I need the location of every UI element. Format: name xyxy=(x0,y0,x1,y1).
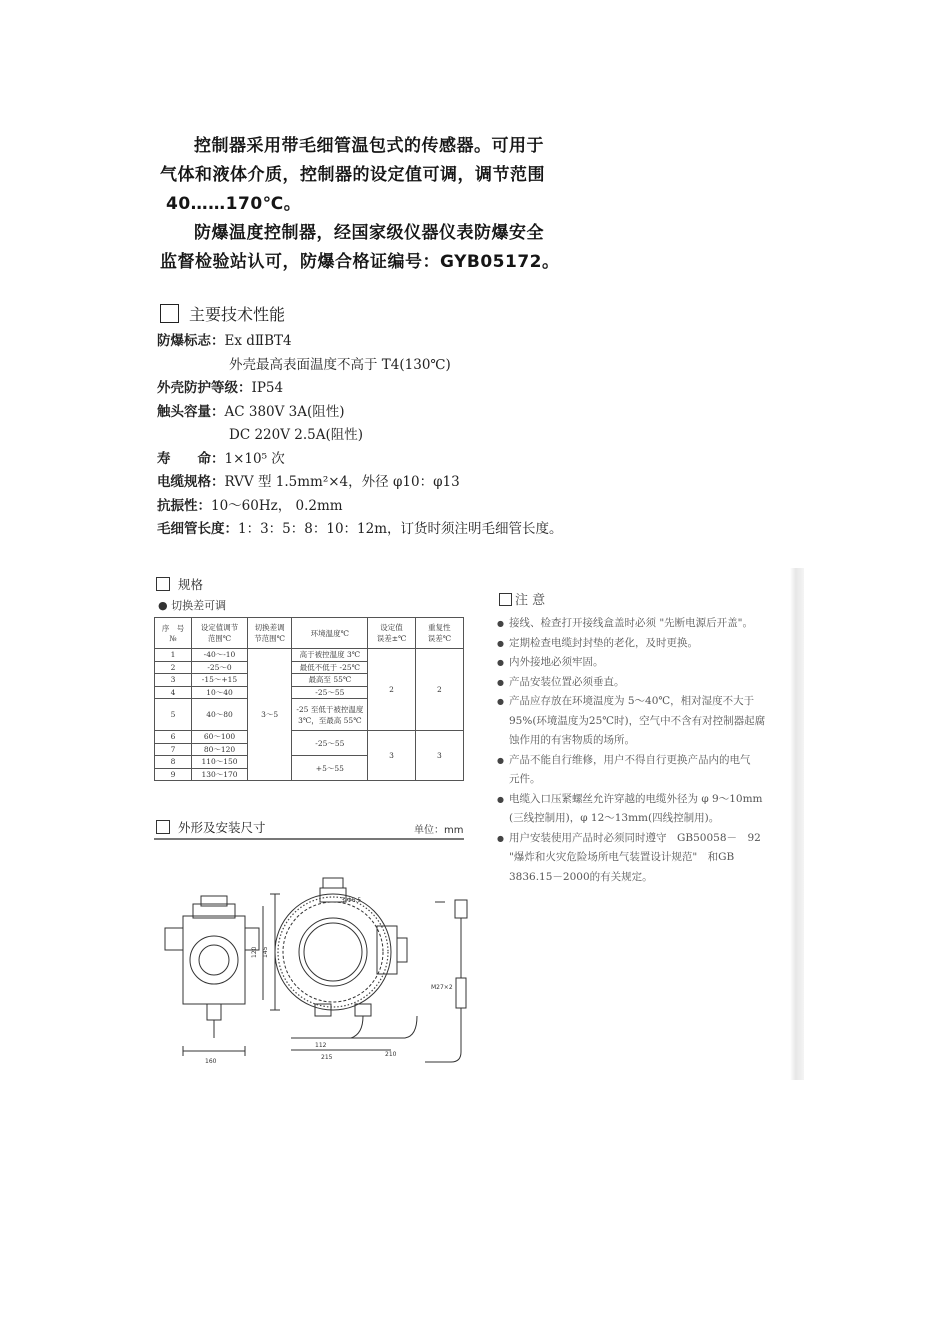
spec-row xyxy=(157,424,577,448)
table-header-row xyxy=(155,618,464,649)
dim-label: M27×2 xyxy=(431,984,453,991)
intro-line: 监督检验站认可，防爆合格证编号：GYB05172。 xyxy=(160,252,560,272)
spec-value: AC 380V 3A(阻性) xyxy=(224,403,345,420)
spec-value: IP54 xyxy=(251,380,284,396)
table-row: 4 10～40 -25～55 xyxy=(155,686,464,699)
table-row: 1 -40～-10 3～5 高于被控温度 3℃ 2 2 xyxy=(155,649,464,662)
dimension-drawing xyxy=(155,866,495,1072)
table-row: 6 60～100 -25～55 3 3 xyxy=(155,731,464,744)
divider xyxy=(154,838,464,840)
notes-list xyxy=(497,614,797,887)
performance-list xyxy=(157,330,577,542)
dim-label: 160 xyxy=(205,1058,217,1065)
table-header: 切换差调 节范围℃ xyxy=(247,618,292,649)
note-item: ● 产品应存放在环境温度为 5～40℃，相对湿度不大于 95%(环境温度为25℃时)，空气中不含有对控制器起腐 蚀作用的有害物质的场所。 xyxy=(497,692,797,751)
table-header: 设定值 误差±℃ xyxy=(368,618,415,649)
checkbox-icon xyxy=(160,304,179,323)
table-header: 环境温度℃ xyxy=(292,618,368,649)
intro-line: 40……170℃。 xyxy=(166,194,302,214)
table-row: 7 80～120 xyxy=(155,743,464,756)
intro-block xyxy=(160,132,580,277)
specs-subtitle: ● 切换差可调 xyxy=(158,599,227,612)
spec-value: RVV 型 1.5mm²×4，外径 φ10：φ13 xyxy=(224,474,460,490)
diff-cell: 3～5 xyxy=(247,649,292,781)
checkbox-icon xyxy=(156,577,170,591)
notes-title: 注 意 xyxy=(515,593,546,608)
dim-label: 145 xyxy=(262,946,269,958)
spec-row xyxy=(157,354,577,378)
dim-label: 210 xyxy=(385,1051,397,1058)
table-header: 重复性 误差℃ xyxy=(415,618,463,649)
note-item: ● 用户安装使用产品时必须同时遵守 GB50058－ 92 "爆炸和火灾危险场所电气装置设计规范" 和GB 3836.15－2000的有关规定。 xyxy=(497,829,797,888)
dim-label: 120 xyxy=(251,946,258,958)
spec-row xyxy=(157,330,577,354)
spec-key: 外壳防护等级： xyxy=(157,380,252,396)
note-item: ● 内外接地必须牢固。 xyxy=(497,653,797,673)
spec-value: Ex dⅡBT4 xyxy=(224,333,292,349)
performance-heading xyxy=(160,302,285,325)
table-header: 设定值调节 范围℃ xyxy=(192,618,248,649)
table-row: 5 40～80 -25 至低于被控温度 3℃，至最高 55℃ xyxy=(155,699,464,731)
spec-key: 抗振性： xyxy=(157,497,211,514)
spec-key: 防爆标志： xyxy=(157,333,225,349)
intro-line: 气体和液体介质，控制器的设定值可调，调节范围 xyxy=(160,165,545,185)
spec-row xyxy=(157,518,577,542)
spec-row xyxy=(157,377,577,401)
spec-row xyxy=(157,471,577,495)
spec-key: 电缆规格： xyxy=(157,474,225,490)
spec-value: 外壳最高表面温度不高于 T4(130℃) xyxy=(229,356,451,373)
note-item: ● 产品不能自行维修，用户不得自行更换产品内的电气 元件。 xyxy=(497,751,797,790)
performance-title: 主要技术性能 xyxy=(189,305,286,324)
note-item: ● 定期检查电缆封封垫的老化，及时更换。 xyxy=(497,634,797,654)
intro-line: 防爆温度控制器，经国家级仪器仪表防爆安全 xyxy=(194,223,544,243)
spec-row xyxy=(157,495,577,519)
intro-line: 控制器采用带毛细管温包式的传感器。可用于 xyxy=(194,136,544,156)
specs-heading xyxy=(156,575,203,593)
notes-heading xyxy=(499,589,545,608)
note-item: ● 产品安装位置必须垂直。 xyxy=(497,673,797,693)
spec-row xyxy=(157,401,577,425)
spec-value: DC 220V 2.5A(阻性) xyxy=(229,427,364,443)
spec-value: 1×10⁵ 次 xyxy=(224,450,285,467)
spec-value: 1：3：5：8：10：12m，订货时须注明毛细管长度。 xyxy=(238,521,563,537)
dimensions-title: 外形及安装尺寸 xyxy=(178,820,266,835)
dim-label: 3-Φ6.5 xyxy=(341,897,362,904)
spec-row xyxy=(157,448,577,472)
checkbox-icon xyxy=(499,593,512,606)
spec-key: 寿 命： xyxy=(157,450,225,467)
dimensions-heading xyxy=(156,818,266,836)
specs-title: 规格 xyxy=(178,577,204,592)
spec-key: 毛细管长度： xyxy=(157,521,238,537)
table-row: 2 -25～0 最低不低于 -25℃ xyxy=(155,661,464,674)
spec-value: 10～60Hz， 0.2mm xyxy=(211,497,343,514)
note-item: ● 电缆入口压紧螺丝允许穿越的电缆外径为 φ 9～10mm (三线控制用)，φ 12～13mm(四线控制用)。 xyxy=(497,790,797,829)
table-row: 9 130～170 xyxy=(155,768,464,781)
unit-label: 单位：mm xyxy=(414,825,464,836)
spec-table xyxy=(154,617,464,781)
table-header: 序 号 № xyxy=(155,618,192,649)
table-row: 8 110～150 +5～55 xyxy=(155,756,464,769)
dim-label: 215 xyxy=(321,1054,333,1061)
checkbox-icon xyxy=(156,820,170,834)
note-item: ● 接线、检查打开接线盒盖时必须 "先断电源后开盖"。 xyxy=(497,614,797,634)
dim-label: 112 xyxy=(315,1042,327,1049)
table-row: 3 -15～+15 最高至 55℃ xyxy=(155,674,464,687)
spec-key: 触头容量： xyxy=(157,403,225,420)
